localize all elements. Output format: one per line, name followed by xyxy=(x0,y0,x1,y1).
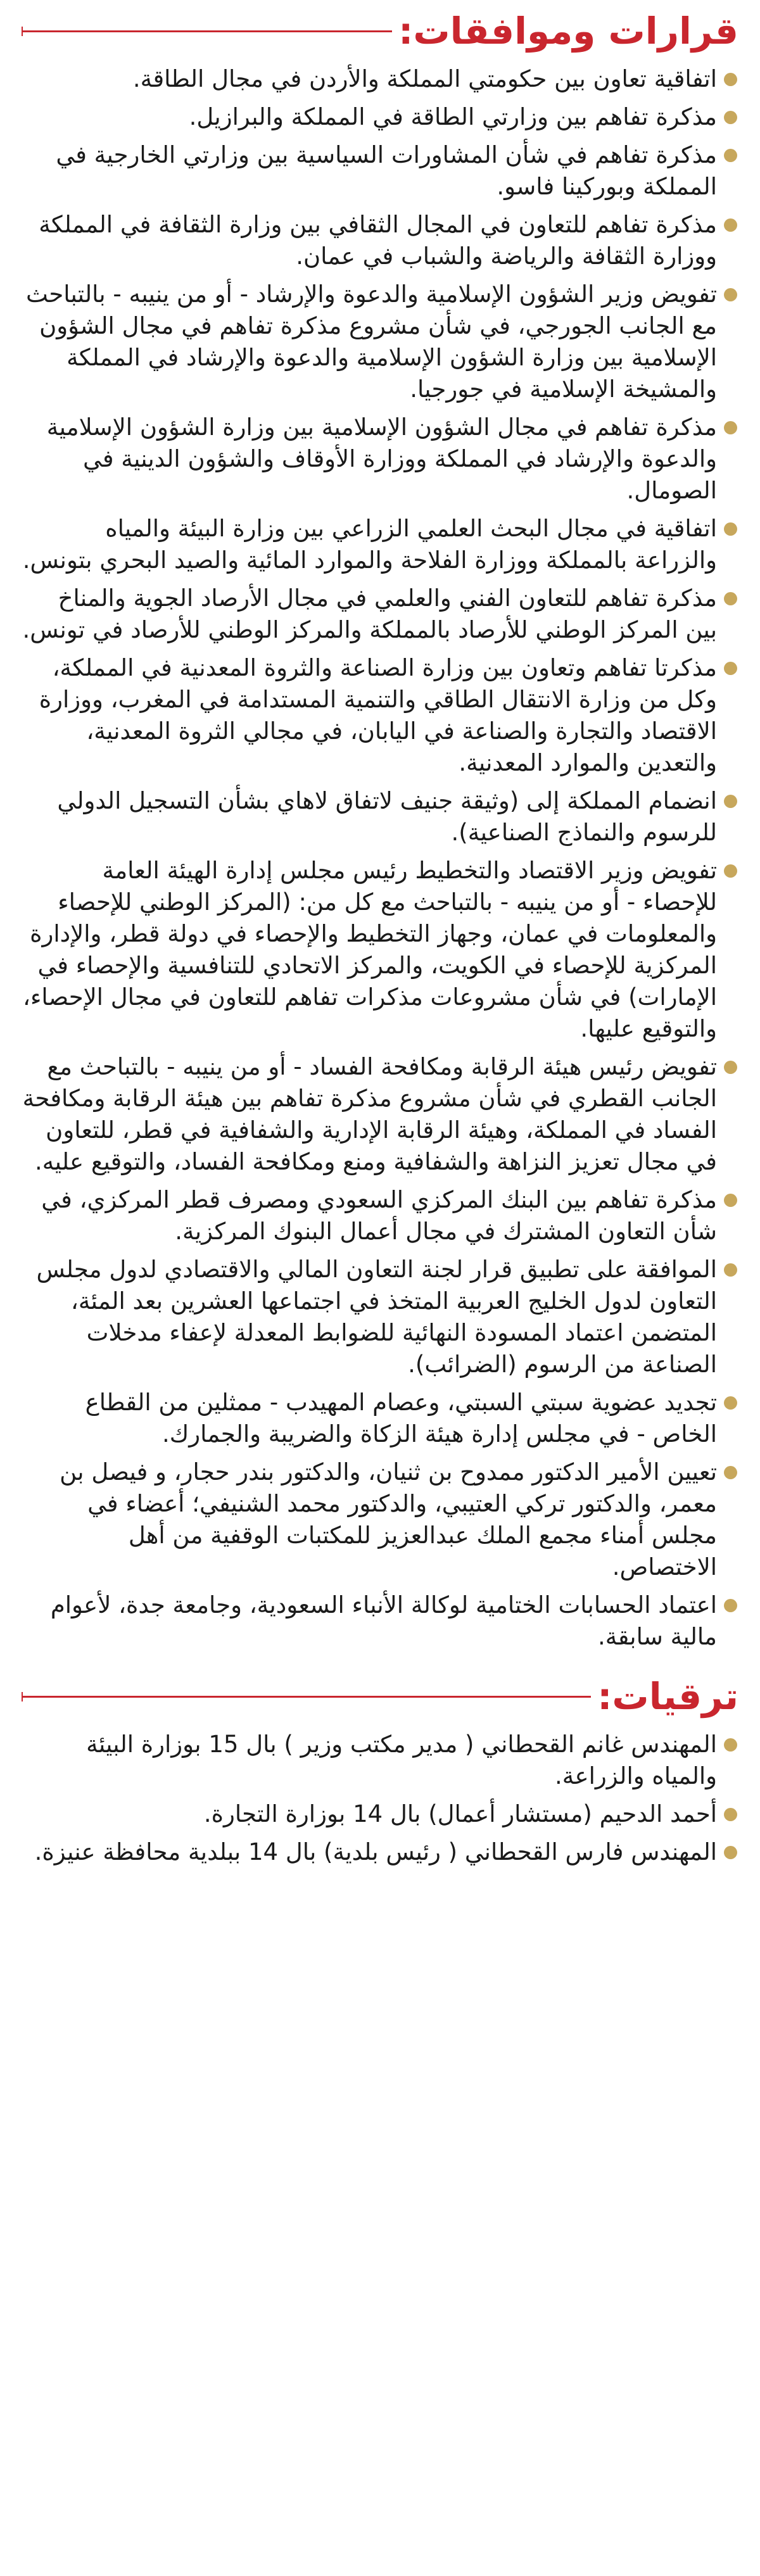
decisions-item-text: مذكرتا تفاهم وتعاون بين وزارة الصناعة والثروة المعدنية في المملكة، وكل من وزارة الانتقال الطاقي والتنمية المستدامة في المغرب، ووزارة الاقتصاد والتجارة والصناعة في اليابان، في مجالي الثروة المعدنية، والتعدين والموارد المعدنية. xyxy=(39,654,717,776)
bullet-icon xyxy=(724,592,737,605)
decisions-item xyxy=(22,279,738,405)
decisions-item-text: مذكرة تفاهم في مجال الشؤون الإسلامية بين وزارة الشؤون الإسلامية والدعوة والإرشاد في المملكة ووزارة الأوقاف والشؤون الدينية في الصومال. xyxy=(46,414,717,504)
bullet-icon xyxy=(724,1061,737,1074)
decisions-item-text: مذكرة تفاهم في شأن المشاورات السياسية بين وزارتي الخارجية في المملكة وبوركينا فاسو. xyxy=(56,141,717,200)
bullet-icon xyxy=(724,522,737,536)
decisions-item-text: تجديد عضوية سبتي السبتي، وعصام المهيدب - ممثلين من القطاع الخاص - في مجلس إدارة هيئة الزكاة والضريبة والجمارك. xyxy=(85,1389,717,1448)
bullet-icon xyxy=(724,421,737,434)
decisions-item xyxy=(22,583,738,646)
promotions-item-text: أحمد الدحيم (مستشار أعمال) بال 14 بوزارة التجارة. xyxy=(203,1800,717,1828)
bullet-icon xyxy=(724,1846,737,1859)
decisions-item-text: تفويض وزير الاقتصاد والتخطيط رئيس مجلس إدارة الهيئة العامة للإحصاء - أو من ينيبه - بالتباحث مع كل من: (المركز الوطني للإحصاء والمعلومات في عمان، وجهاز التخطيط والإحصاء في دولة قطر، والإدارة المركزية للإحصاء في الكويت، والمركز الاتحادي للتنافسية والإحصاء في الإمارات) في شأن مشروعات مذكرات تفاهم للتعاون في مجال الإحصاء، والتوقيع عليها. xyxy=(23,857,717,1042)
bullet-icon xyxy=(724,1396,737,1410)
promotions-item xyxy=(22,1836,738,1868)
promotions-title: ترقيات: xyxy=(597,1675,738,1718)
decisions-item-text: اعتماد الحسابات الختامية لوكالة الأنباء السعودية، وجامعة جدة، لأعوام مالية سابقة. xyxy=(50,1591,717,1650)
bullet-icon xyxy=(724,1599,737,1612)
bullet-icon xyxy=(724,1194,737,1207)
decisions-item xyxy=(22,209,738,272)
decisions-item-text: مذكرة تفاهم بين وزارتي الطاقة في المملكة والبرازيل. xyxy=(189,103,717,130)
decisions-item xyxy=(22,855,738,1045)
bullet-icon xyxy=(724,1738,737,1752)
bullet-icon xyxy=(724,1263,737,1277)
decisions-title: قرارات وموافقات: xyxy=(398,9,738,53)
decisions-item-text: اتفاقية في مجال البحث العلمي الزراعي بين وزارة البيئة والمياه والزراعة بالمملكة ووزارة الفلاحة والموارد المائية والصيد البحري بتونس. xyxy=(22,515,717,574)
promotions-item-text: المهندس فارس القحطاني ( رئيس بلدية) بال 14 ببلدية محافظة عنيزة. xyxy=(34,1838,717,1866)
decisions-item xyxy=(22,139,738,203)
promotions-header xyxy=(22,1669,738,1724)
decisions-item-text: الموافقة على تطبيق قرار لجنة التعاون المالي والاقتصادي لدول مجلس التعاون لدول الخليج العربية المتخذ في اجتماعها العشرين بعد المئة، المتضمن اعتماد المسودة النهائية للضوابط المعدلة لإعفاء مدخلات الصناعة من الرسوم (الضرائب). xyxy=(36,1256,717,1378)
bullet-icon xyxy=(724,864,737,878)
decisions-item xyxy=(22,1051,738,1178)
bullet-icon xyxy=(724,288,737,301)
decisions-item xyxy=(22,652,738,779)
decisions-item-text: مذكرة تفاهم للتعاون الفني والعلمي في مجال الأرصاد الجوية والمناخ بين المركز الوطني للأرصاد بالمملكة والمركز الوطني للأرصاد في تونس. xyxy=(22,584,717,643)
bullet-icon xyxy=(724,662,737,675)
bullet-icon xyxy=(724,111,737,124)
promotions-item xyxy=(22,1798,738,1830)
promotions-list xyxy=(22,1729,738,1868)
bullet-icon xyxy=(724,73,737,86)
decisions-header xyxy=(22,4,738,58)
promotions-item-text: المهندس غانم القحطاني ( مدير مكتب وزير ) بال 15 بوزارة البيئة والمياه والزراعة. xyxy=(86,1731,717,1790)
decisions-item xyxy=(22,1254,738,1380)
bullet-icon xyxy=(724,795,737,808)
decisions-item xyxy=(22,1184,738,1247)
bullet-icon xyxy=(724,1466,737,1479)
bullet-icon xyxy=(724,1808,737,1821)
promotions-rule xyxy=(22,1696,591,1698)
promotions-item xyxy=(22,1729,738,1792)
decisions-item-text: مذكرة تفاهم بين البنك المركزي السعودي ومصرف قطر المركزي، في شأن التعاون المشترك في مجال أعمال البنوك المركزية. xyxy=(41,1186,717,1245)
bullet-icon xyxy=(724,149,737,162)
bullet-icon xyxy=(724,218,737,232)
decisions-item xyxy=(22,101,738,133)
decisions-item xyxy=(22,1589,738,1653)
decisions-item xyxy=(22,63,738,95)
decisions-item-text: انضمام المملكة إلى (وثيقة جنيف لاتفاق لاهاي بشأن التسجيل الدولي للرسوم والنماذج الصناعية). xyxy=(57,787,717,846)
decisions-item xyxy=(22,513,738,576)
decisions-item xyxy=(22,785,738,849)
decisions-list xyxy=(22,63,738,1653)
decisions-item-text: تفويض رئيس هيئة الرقابة ومكافحة الفساد - أو من ينيبه - بالتباحث مع الجانب القطري في شأن مشروع مذكرة تفاهم بين هيئة الرقابة ومكافحة الفساد في المملكة، وهيئة الرقابة الإدارية والشفافية في قطر، للتعاون في مجال تعزيز النزاهة والشفافية ومنع ومكافحة الفساد، والتوقيع عليه. xyxy=(22,1053,717,1175)
decisions-item-text: مذكرة تفاهم للتعاون في المجال الثقافي بين وزارة الثقافة في المملكة ووزارة الثقافة والرياضة والشباب في عمان. xyxy=(39,211,717,270)
decisions-item xyxy=(22,412,738,507)
decisions-item-text: اتفاقية تعاون بين حكومتي المملكة والأردن في مجال الطاقة. xyxy=(132,65,717,92)
decisions-item-text: تفويض وزير الشؤون الإسلامية والدعوة والإرشاد - أو من ينيبه - بالتباحث مع الجانب الجورجي، في شأن مشروع مذكرة تفاهم في مجال الشؤون الإسلامية بين وزارة الشؤون الإسلامية والدعوة والإرشاد في المملكة والمشيخة الإسلامية في جورجيا. xyxy=(26,281,717,403)
decisions-item xyxy=(22,1456,738,1583)
decisions-item xyxy=(22,1387,738,1450)
decisions-item-text: تعيين الأمير الدكتور ممدوح بن ثنيان، والدكتور بندر حجار، و فيصل بن معمر، والدكتور تركي العتيبي، والدكتور محمد الشنيفي؛ أعضاء في مجلس أمناء مجمع الملك عبدالعزيز للمكتبات الوقفية من أهل الاختصاص. xyxy=(60,1458,717,1581)
decisions-rule xyxy=(22,30,392,32)
